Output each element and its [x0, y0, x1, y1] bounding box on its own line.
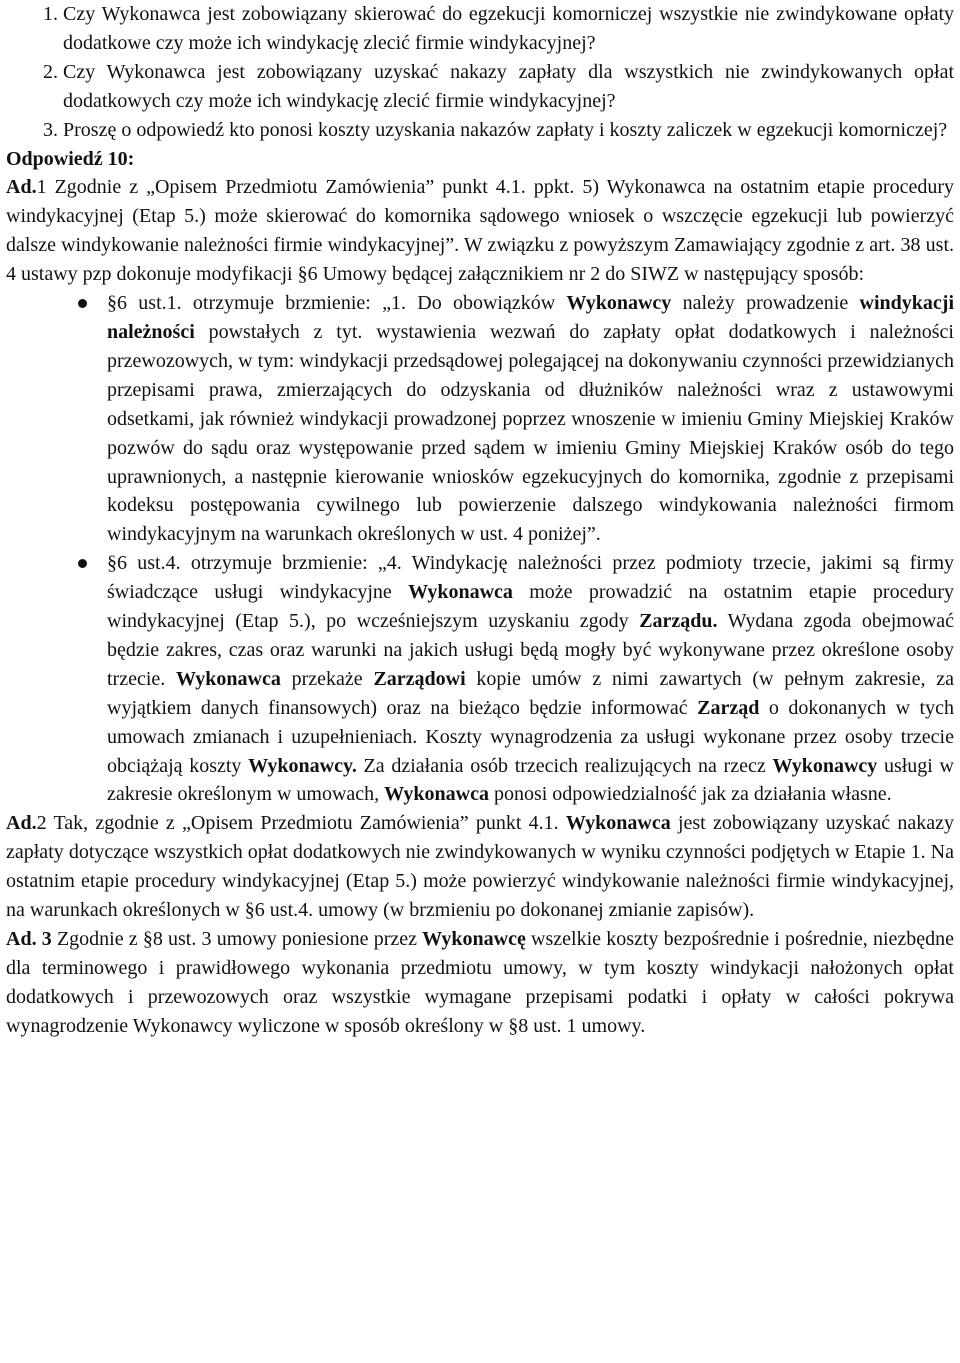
ad2-label: Ad.: [6, 812, 37, 835]
ad1-label: Ad.: [6, 176, 37, 199]
question-1: [63, 0, 954, 58]
answer-heading: Odpowiedź 10:: [6, 147, 135, 170]
question-3-text: Proszę o odpowiedź kto ponosi koszty uzyskania nakazów zapłaty i koszty zaliczek w egzekucji komorniczej?: [63, 118, 948, 141]
question-2-text: Czy Wykonawca jest zobowiązany uzyskać nakazy zapłaty dla wszystkich nie zwindykowanych opłat dodatkowych czy może ich windykację zlecić firmie windykacyjnej?: [63, 60, 954, 112]
bullet-icon: [78, 299, 87, 308]
ad1-text: Zgodnie z „Opisem Przedmiotu Zamówienia” punkt 4.1. ppkt. 5) Wykonawca na ostatnim etapie procedury windykacyjnej (Etap 5.) może skierować do komornika sądowego wniosek o wszczęcie egzekucji lub powierzyć dalsze windykowanie należności firmie windykacyjnej”. W związku z powyższym Zamawiający zgodnie z art. 38 ust. 4 ustawy pzp dokonuje modyfikacji §6 Umowy będącej załącznikiem nr 2 do SIWZ w następujący sposób:: [6, 176, 954, 286]
question-1-text: Czy Wykonawca jest zobowiązany skierować do egzekucji komorniczej wszystkie nie zwindykowane opłaty dodatkowe czy może ich windykację zlecić firmie windykacyjnej?: [63, 3, 954, 54]
answer-ad1: [6, 173, 954, 289]
questions-list: [6, 0, 954, 145]
list-item: §6 ust.1. otrzymuje brzmienie: „1. Do obowiązków Wykonawcy należy prowadzenie windykacji należności powstałych z tyt. wystawienia wezwań do zapłaty opłat dodatkowych i należności przewozowych, w tym: windykacji przedsądowej polegającej na dokonywaniu czynności przewidzianych przepisami prawa, zmierzających do odzyskania od dłużników należności wraz z ustawowymi odsetkami, jak również windykacji prowadzonej poprzez wnoszenie w imieniu Gminy Miejskiej Kraków pozwów do sądu oraz występowanie przed sądem w imieniu Gminy Miejskiej Kraków osób do tego uprawnionych, a następnie kierowanie wniosków egzekucyjnych do komornika, zgodnie z przepisami kodeksu postępowania cywilnego lub powierzenie dalszego windykowania należności firmom windykacyjnym na warunkach określonych w ust. 4 poniżej”.: [107, 289, 954, 549]
modification-list: [6, 289, 954, 809]
question-2: [63, 58, 954, 116]
bullet-icon: [78, 559, 87, 568]
ad3-label: Ad.: [6, 928, 37, 950]
question-3: [63, 116, 954, 145]
list-item: §6 ust.4. otrzymuje brzmienie: „4. Windykację należności przez podmioty trzecie, jakimi są firmy świadczące usługi windykacyjne Wykonawca może prowadzić na ostatnim etapie procedury windykacyjnej (Etap 5.), po wcześniejszym uzyskaniu zgody Zarządu. Wydana zgoda obejmować będzie zakres, czas oraz warunki na jakich usługi będą mogły być wykonywane przez określone osoby trzecie. Wykonawca przekaże Zarządowi kopie umów z nimi zawartych (w pełnym zakresie, za wyjątkiem danych finansowych) oraz na bieżąco będzie informować Zarząd o dokonanych w tych umowach zmianach i uzupełnieniach. Koszty wynagrodzenia za usługi wykonane przez osoby trzecie obciążają koszty Wykonawcy. Za działania osób trzecich realizujących na rzecz Wykonawcy usługi w zakresie określonym w umowach, Wykonawca ponosi odpowiedzialność jak za działania własne.: [107, 549, 954, 809]
ad3-number: 3: [41, 928, 52, 950]
answer-ad2: Ad.2 Tak, zgodnie z „Opisem Przedmiotu Zamówienia” punkt 4.1. Wykonawca jest zobowiązany uzyskać nakazy zapłaty dotyczące wszystkich opłat dodatkowych nie zwindykowanych w wyniku czynności podjętych w Etapie 1. Na ostatnim etapie procedury windykacyjnej (Etap 5.) może powierzyć windykowanie należności firmie windykacyjnej, na warunkach określonych w §6 ust.4. umowy (w brzmieniu po dokonanej zmianie zapisów).: [6, 812, 954, 922]
ad1-number: 1: [36, 176, 47, 199]
answer-ad3: Ad. 3 Zgodnie z §8 ust. 3 umowy poniesione przez Wykonawcę wszelkie koszty bezpośrednie i pośrednie, niezbędne dla terminowego i prawidłowego wykonania przedmiotu umowy, w tym koszty windykacji nałożonych opłat dodatkowych i przewozowych oraz wszystkie wymagane przepisami podatki i opłaty w całości pokrywa wynagrodzenie Wykonawcy wyliczone w sposób określony w §8 ust. 1 umowy.: [6, 928, 955, 1037]
ad2-number: 2: [36, 812, 47, 835]
